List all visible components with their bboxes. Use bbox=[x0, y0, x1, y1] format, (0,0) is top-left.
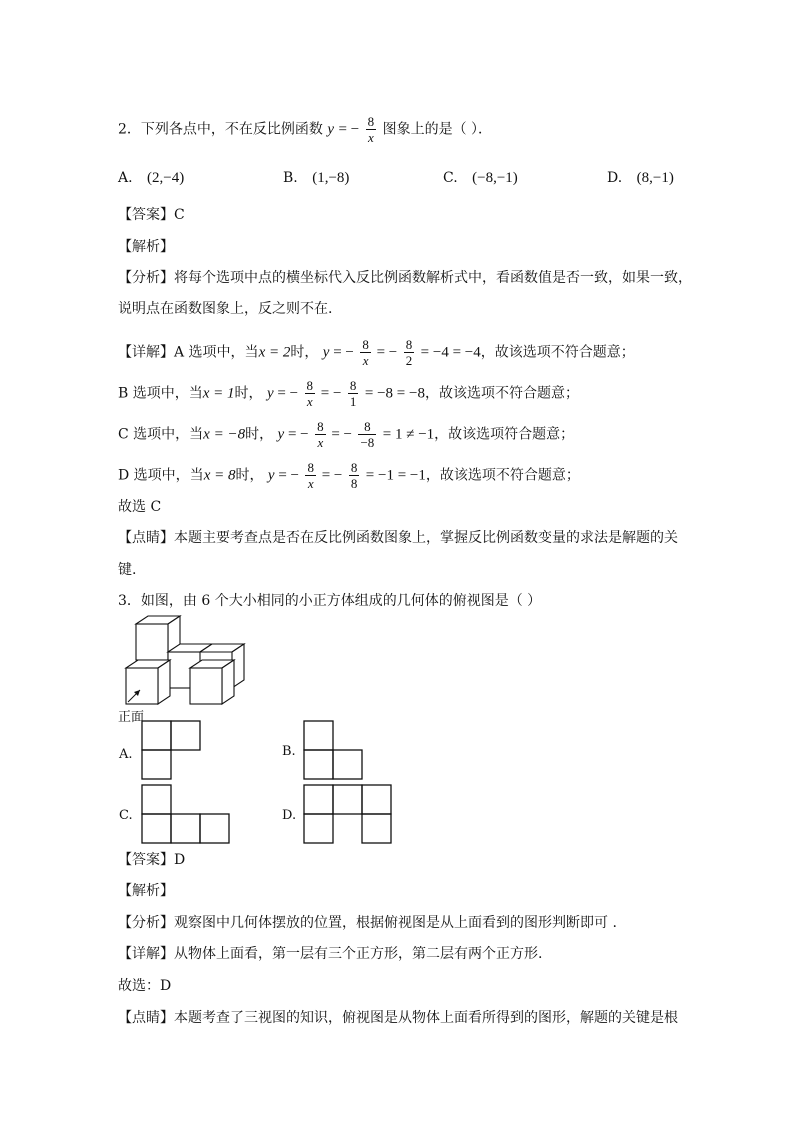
frac-den: 2 bbox=[405, 353, 413, 368]
detail-y: y bbox=[266, 385, 274, 402]
q2-option-c bbox=[443, 170, 518, 187]
detail-frac-1 bbox=[360, 337, 371, 368]
detail-mid: 时， bbox=[245, 426, 274, 443]
frac-den: x bbox=[307, 476, 314, 491]
frac-num: 8 bbox=[317, 419, 324, 434]
answer-value: D bbox=[174, 852, 186, 868]
q2-fenxi-cont: 说明点在函数图象上，反之则不在. bbox=[118, 301, 333, 317]
fenxi-label: 【分析】 bbox=[118, 915, 174, 931]
q2-detail-a: 【详解】A 选项中，当x = 2时， y = − $\frac{8}{x}$ = − $\frac{8}{2}$ = −4 = −4，故该选项不符合题意； bbox=[118, 337, 635, 368]
q2-analysis-label: 【解析】 bbox=[118, 239, 174, 255]
option-value: (−8,−1) bbox=[472, 170, 518, 186]
detail-end: ，故该选项不符合题意； bbox=[424, 385, 579, 402]
detail-end: ，故该选项符合题意； bbox=[434, 426, 575, 443]
detail-end: ，故该选项不符合题意； bbox=[425, 467, 580, 484]
detail-eq-end: = 1 ≠ −1 bbox=[382, 426, 435, 443]
detail-eq-end: = −4 = −4 bbox=[420, 344, 481, 361]
detail-pre: B 选项中，当 bbox=[118, 385, 203, 402]
frac-den: x bbox=[362, 353, 369, 368]
frac-num: 8 bbox=[367, 114, 375, 129]
detail-cond: x = −8 bbox=[203, 426, 246, 443]
fenxi-text: 观察图中几何体摆放的位置，根据俯视图是从上面看到的图形判断即可 . bbox=[174, 915, 617, 931]
dianjing-label: 【点睛】 bbox=[118, 530, 174, 546]
answer-label: 【答案】 bbox=[118, 852, 174, 868]
frac-num: 8 bbox=[358, 419, 376, 435]
frac-num: 8 bbox=[307, 460, 314, 475]
q3-answer bbox=[118, 850, 185, 870]
detail-frac-2 bbox=[358, 419, 376, 450]
detail-eq-end: = −8 = −8 bbox=[364, 385, 425, 402]
frac-num: 8 bbox=[405, 337, 413, 352]
q3-stem: 3．如图，由 6 个大小相同的小正方体组成的几何体的俯视图是（ ） bbox=[118, 593, 542, 609]
fenxi-label: 【分析】 bbox=[118, 270, 174, 286]
q3-option-c-view bbox=[141, 784, 233, 846]
answer-label: 【答案】 bbox=[118, 207, 174, 223]
detail-label: 【详解】 bbox=[118, 344, 174, 361]
frac-num: 8 bbox=[350, 460, 358, 475]
detail-frac-2 bbox=[349, 460, 360, 491]
frac-den: x bbox=[317, 435, 324, 450]
detail-mid: 时， bbox=[235, 467, 264, 484]
detail-y: y bbox=[322, 344, 330, 361]
q2-stem bbox=[118, 114, 492, 145]
front-label: 正面 bbox=[118, 710, 145, 725]
q3-option-d-label: D. bbox=[282, 808, 297, 823]
detail-label: 【详解】 bbox=[118, 946, 174, 962]
q2-stem-fraction bbox=[366, 114, 377, 145]
q2-option-d bbox=[607, 170, 674, 187]
detail-frac-2 bbox=[404, 337, 415, 368]
q2-fenxi bbox=[118, 268, 692, 288]
q2-dianjing bbox=[118, 528, 678, 548]
q2-detail-d: D 选项中，当x = 8时， y = − $\frac{8}{x}$ = − $\frac{8}{8}$ = −1 = −1，故该选项不符合题意； bbox=[118, 460, 580, 491]
q3-option-c-label: C. bbox=[119, 808, 133, 823]
q2-option-a bbox=[118, 170, 184, 187]
q2-stem-post: 图象上的是（ ）． bbox=[382, 121, 493, 138]
q2-detail-c: C 选项中，当x = −8时， y = − $\frac{8}{x}$ = − $\frac{8}{-8}$ = 1 ≠ −1，故该选项符合题意； bbox=[118, 419, 575, 450]
q3-fenxi bbox=[118, 913, 617, 933]
detail-pre: A 选项中，当 bbox=[174, 344, 259, 361]
frac-den: 8 bbox=[350, 476, 358, 491]
detail-pre: D 选项中，当 bbox=[118, 467, 204, 484]
q3-dianjing bbox=[118, 1008, 678, 1028]
detail-frac-2 bbox=[348, 378, 359, 409]
q2-answer bbox=[118, 205, 185, 225]
answer-value: C bbox=[174, 207, 185, 223]
option-letter: C. bbox=[443, 170, 458, 186]
q3-option-b-view bbox=[303, 720, 365, 782]
frac-den: x bbox=[367, 130, 374, 145]
detail-cond: x = 8 bbox=[203, 467, 236, 484]
fenxi-text: 将每个选项中点的横坐标代入反比例函数解析式中，看函数值是否一致，如果一致， bbox=[174, 270, 692, 286]
q2-stem-y: y bbox=[327, 121, 335, 138]
q3-option-b-label: B. bbox=[282, 744, 296, 759]
q3-analysis-label: 【解析】 bbox=[118, 883, 174, 899]
detail-mid: 时， bbox=[290, 344, 319, 361]
q3-option-a-view bbox=[141, 720, 203, 782]
q2-detail-b: B 选项中，当x = 1时， y = − $\frac{8}{x}$ = − $\frac{8}{1}$ = −8 = −8，故该选项不符合题意； bbox=[118, 378, 579, 409]
frac-num: 8 bbox=[306, 378, 314, 393]
frac-num: 8 bbox=[349, 378, 357, 393]
detail-end: ，故该选项不符合题意； bbox=[480, 344, 635, 361]
dianjing-text: 本题主要考查点是否在反比例函数图象上，掌握反比例函数变量的求法是解题的关 bbox=[174, 530, 678, 546]
option-value: (8,−1) bbox=[636, 170, 674, 186]
detail-frac-1 bbox=[305, 378, 316, 409]
frac-den: x bbox=[306, 394, 313, 409]
q2-dianjing-cont: 键. bbox=[118, 562, 137, 578]
q2-stem-text: 2．下列各点中，不在反比例函数 bbox=[118, 121, 323, 138]
q2-option-b bbox=[283, 170, 349, 187]
cube-figure bbox=[118, 612, 253, 712]
frac-num: 8 bbox=[362, 337, 369, 352]
dianjing-text: 本题考查了三视图的知识，俯视图是从物体上面看所得到的图形，解题的关键是根 bbox=[174, 1010, 678, 1026]
detail-y: y bbox=[277, 426, 285, 443]
detail-cond: x = 1 bbox=[202, 385, 235, 402]
q3-option-d-view bbox=[303, 784, 395, 846]
option-letter: A. bbox=[118, 170, 133, 186]
detail-eq-end: = −1 = −1 bbox=[365, 467, 426, 484]
detail-frac-1 bbox=[315, 419, 326, 450]
detail-y: y bbox=[267, 467, 275, 484]
dianjing-label: 【点睛】 bbox=[118, 1010, 174, 1026]
detail-frac-1 bbox=[305, 460, 316, 491]
q2-conclusion: 故选 C bbox=[118, 499, 162, 515]
q3-conclusion: 故选：D bbox=[118, 978, 172, 994]
q2-stem-eq: = − bbox=[338, 121, 360, 138]
detail-cond: x = 2 bbox=[258, 344, 291, 361]
detail-text: 从物体上面看，第一层有三个正方形，第二层有两个正方形. bbox=[174, 946, 543, 962]
q3-detail bbox=[118, 944, 542, 964]
option-letter: D. bbox=[607, 170, 623, 186]
detail-mid: 时， bbox=[234, 385, 263, 402]
frac-den: 1 bbox=[349, 394, 357, 409]
option-value: (2,−4) bbox=[147, 170, 185, 186]
q3-option-a-label: A. bbox=[119, 747, 133, 762]
option-letter: B. bbox=[283, 170, 298, 186]
option-value: (1,−8) bbox=[312, 170, 350, 186]
detail-pre: C 选项中，当 bbox=[118, 426, 204, 443]
frac-den: −8 bbox=[360, 435, 375, 450]
